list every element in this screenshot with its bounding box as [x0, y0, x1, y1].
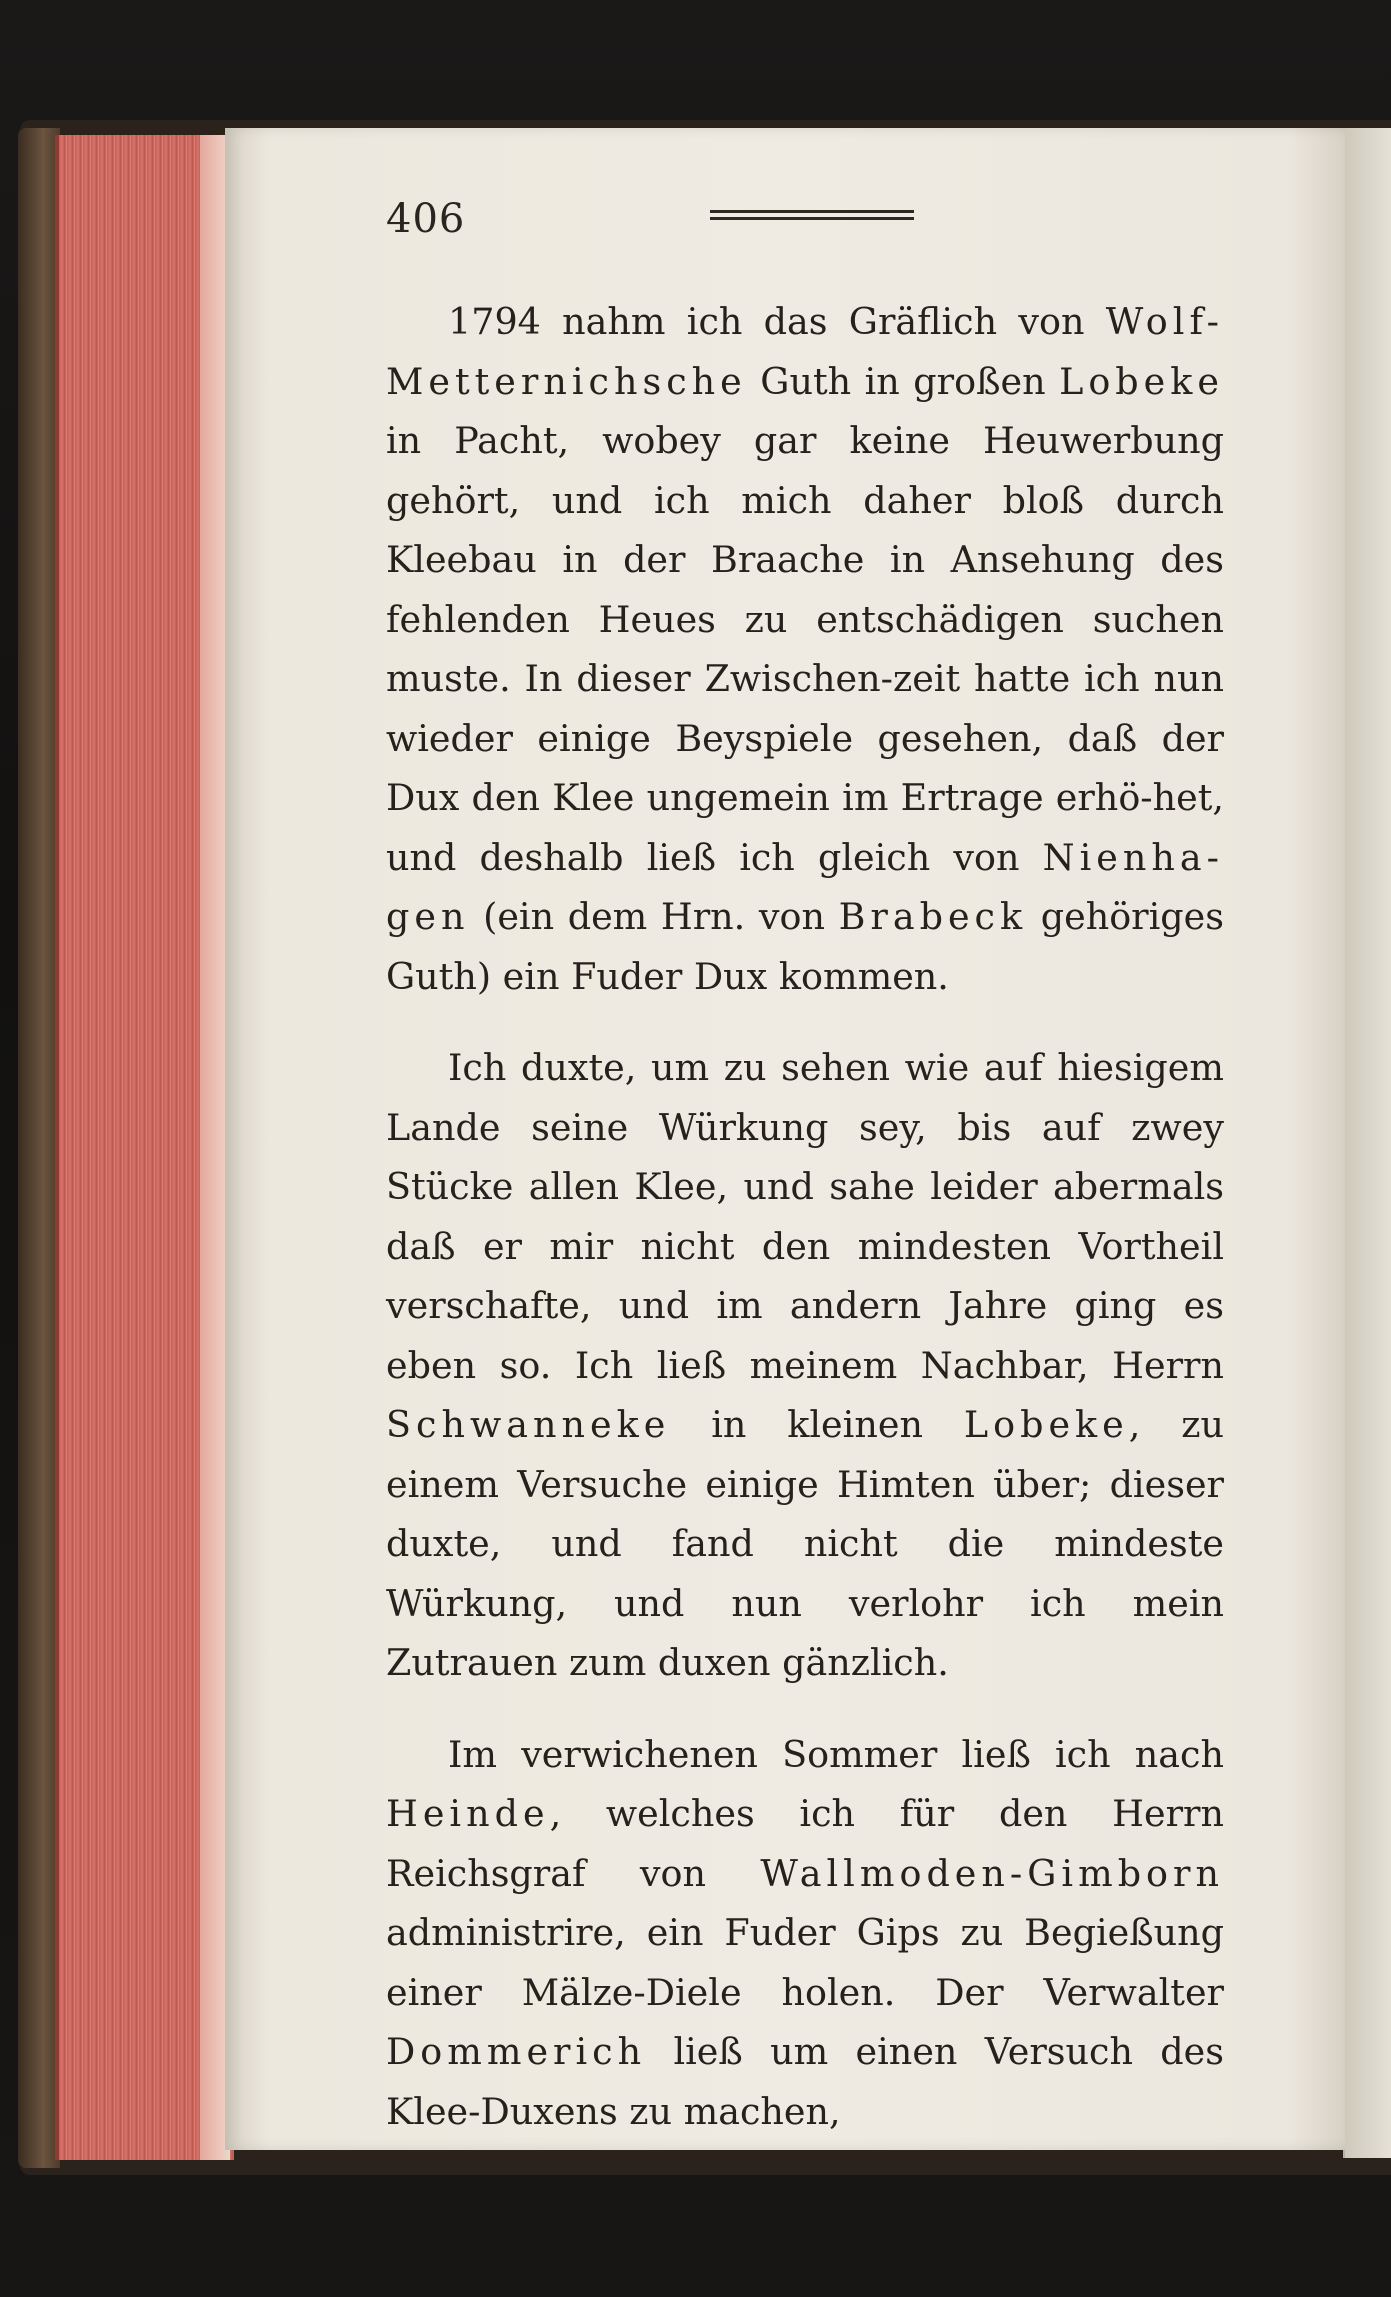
text-run: , zu einem Versuche einige Himten über; dieser duxte, und fand nicht die mindeste Würkung, und nun verlohr ich mein Zutrauen zum duxen gänzlich. — [386, 1403, 1225, 1684]
paragraph — [386, 292, 1224, 1006]
text-run: in kleinen — [670, 1403, 964, 1446]
emphasized-name: Nienha-gen — [386, 835, 1224, 938]
emphasized-name: Metternichsche — [386, 359, 747, 403]
text-run: Guth in großen — [746, 359, 1060, 403]
text-run: gehöriges Guth) ein Fuder Dux kommen. — [386, 895, 1224, 998]
page-number: 406 — [386, 196, 466, 242]
body-text — [386, 292, 1224, 2141]
emphasized-name: Wolf- — [1105, 300, 1224, 343]
text-run: in Pacht, wobey gar keine Heuwerbung gehört, und ich mich daher bloß durch Kleebau in der Braache in Ansehung des fehlenden Heues zu entschädigen suchen muste. In dieser Zwischen-zeit hatte ich nun wieder einige Beyspiele gesehen, daß der Dux den Klee ungemein im Ertrage erhö-het, und deshalb ließ ich gleich von — [386, 419, 1224, 879]
emphasized-name: Lobeke — [1059, 359, 1224, 403]
emphasized-name: Heinde — [386, 1792, 550, 1835]
text-run: (ein dem Hrn. von — [469, 895, 839, 938]
paragraph — [386, 1725, 1224, 2142]
paragraph — [386, 1038, 1224, 1693]
paragraph-text — [386, 300, 1224, 998]
next-page-edge — [1343, 128, 1391, 2158]
header-rule — [710, 210, 914, 222]
text-run: Im verwichenen Sommer ließ ich nach — [448, 1732, 1224, 1776]
emphasized-name: Lobeke — [963, 1403, 1129, 1446]
text-run: administrire, ein Fuder Gips zu Begießung einer Mälze-Diele holen. Der Verwalter — [386, 1911, 1224, 2014]
emphasized-name: Wallmoden-Gimborn — [760, 1851, 1224, 1895]
text-run: ließ um einen Versuch des Klee-Duxens zu machen, — [386, 2030, 1224, 2133]
emphasized-name: Dommerich — [386, 2030, 647, 2073]
paragraph-text — [386, 1733, 1224, 2133]
emphasized-name: Brabeck — [838, 895, 1028, 938]
emphasized-name: Schwanneke — [386, 1403, 671, 1446]
book-spine-edge — [18, 128, 60, 2168]
text-run: 1794 nahm ich das Gräflich von — [448, 300, 1106, 343]
text-run: , welches ich für den Herrn Reichsgraf von — [386, 1792, 1224, 1895]
text-run: Ich duxte, um zu sehen wie auf hiesigem Lande seine Würkung sey, bis auf zwey Stücke allen Klee, und sahe leider abermals daß er mir nicht den mindesten Vortheil verschafte, und im andern Jahre ging es eben so. Ich ließ meinem Nachbar, Herrn — [386, 1046, 1224, 1387]
paragraph-text — [386, 1046, 1224, 1684]
